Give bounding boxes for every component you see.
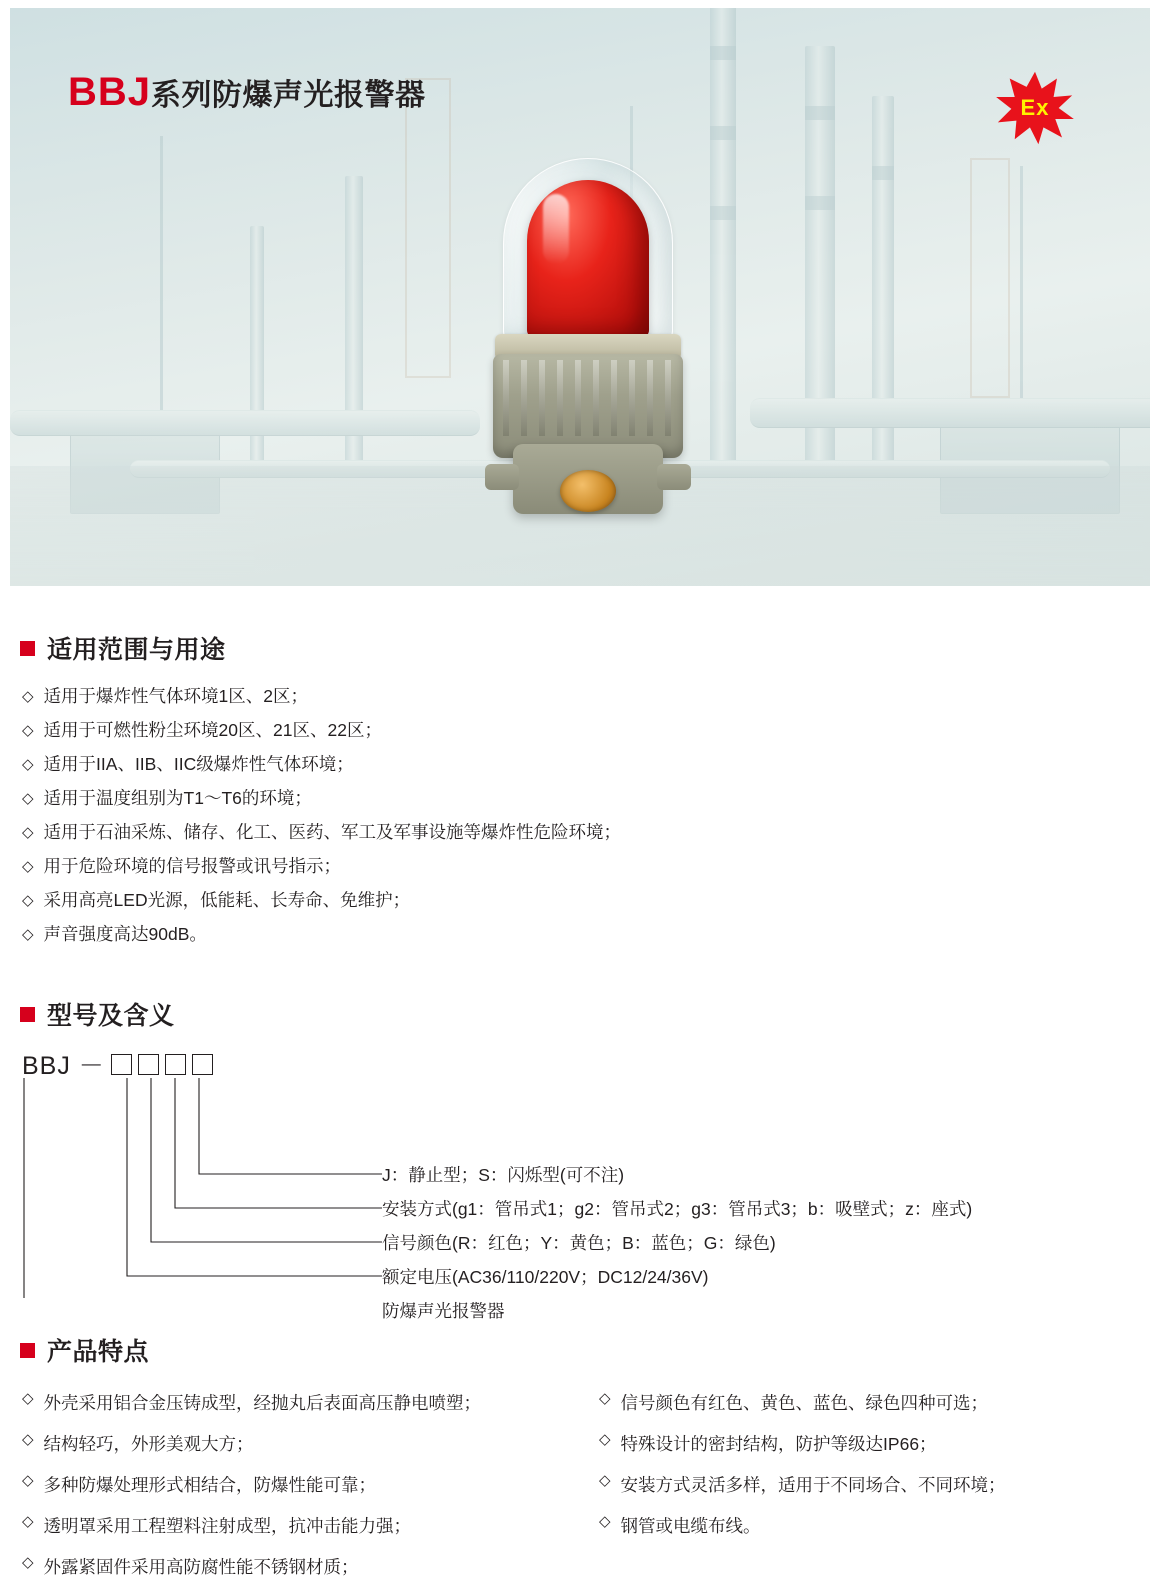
leader-lines: [10, 1078, 390, 1298]
list-item-text: 特殊设计的密封结构，防护等级达IP66；: [620, 1434, 937, 1454]
list-item: [22, 1423, 573, 1464]
lamp-sounder-grille: [560, 470, 616, 512]
list-item-text: 结构轻巧，外形美观大方；: [43, 1434, 254, 1454]
model-code-row: [22, 1046, 1150, 1082]
section-scope-heading-text: 适用范围与用途: [47, 636, 226, 664]
list-item: [22, 748, 1150, 782]
diamond-bullet-icon: ◇: [22, 926, 34, 943]
list-item: [22, 1464, 573, 1505]
section-model: [10, 996, 1150, 1321]
model-label: 额定电压(AC36/110/220V；DC12/24/36V): [382, 1267, 709, 1287]
list-item-text: 适用于温度组别为T1～T6的环境；: [43, 788, 312, 808]
features-list-right: [589, 1382, 1150, 1587]
diamond-bullet-icon: ◇: [22, 790, 34, 807]
diamond-bullet-icon: ◇: [22, 1513, 34, 1530]
page-title: [68, 70, 426, 115]
section-features-heading-text: 产品特点: [47, 1338, 150, 1366]
section-model-title: [20, 996, 1150, 1032]
list-item-text: 安装方式灵活多样，适用于不同场合、不同环境；: [620, 1475, 1006, 1495]
diamond-bullet-icon: ◇: [22, 756, 34, 773]
lamp-housing: [493, 354, 683, 458]
diamond-bullet-icon: ◇: [22, 1472, 34, 1489]
diamond-bullet-icon: ◇: [22, 892, 34, 909]
list-item: [22, 816, 1150, 850]
title-brand: BBJ: [68, 70, 152, 114]
diamond-bullet-icon: ◇: [599, 1390, 611, 1407]
section-scope: [10, 630, 1150, 952]
section-model-heading-text: 型号及含义: [47, 1002, 175, 1030]
list-item: [22, 1382, 573, 1423]
list-item: [599, 1505, 1150, 1546]
product-image-alarm-lamp: [465, 158, 710, 528]
square-bullet-icon: [20, 1343, 35, 1358]
list-item: [599, 1464, 1150, 1505]
ex-certification-icon: [992, 70, 1078, 146]
model-code-prefix: BBJ －: [22, 1052, 105, 1080]
square-bullet-icon: [20, 641, 35, 656]
list-item-text: 声音强度高达90dB。: [43, 924, 207, 944]
section-features-title: [20, 1332, 1150, 1368]
list-item: [22, 782, 1150, 816]
diamond-bullet-icon: ◇: [22, 1431, 34, 1448]
list-item-text: 用于危险环境的信号报警或讯号指示；: [43, 856, 342, 876]
diamond-bullet-icon: ◇: [22, 1554, 34, 1571]
diamond-bullet-icon: ◇: [599, 1513, 611, 1530]
lamp-red-lens: [527, 180, 649, 338]
model-label: 防爆声光报警器: [382, 1301, 505, 1321]
list-item: [22, 714, 1150, 748]
list-item-text: 适用于石油采炼、储存、化工、医药、军工及军事设施等爆炸性危险环境；: [43, 822, 622, 842]
features-list-left: [22, 1382, 573, 1587]
model-label: 安装方式(g1：管吊式1；g2：管吊式2；g3：管吊式3；b：吸壁式；z：座式): [382, 1199, 973, 1219]
list-item-text: 适用于IIA、IIB、IIC级爆炸性气体环境；: [43, 754, 354, 774]
list-item-text: 外露紧固件采用高防腐性能不锈钢材质；: [43, 1557, 359, 1577]
list-item: [22, 884, 1150, 918]
section-scope-title: [20, 630, 1150, 666]
section-features: [10, 1332, 1150, 1587]
model-label: J：静止型；S：闪烁型(可不注): [382, 1165, 625, 1185]
list-item-text: 外壳采用铝合金压铸成型，经抛丸后表面高压静电喷塑；: [43, 1393, 482, 1413]
scope-list: [10, 680, 1150, 952]
ex-label: Ex: [1020, 95, 1050, 120]
list-item-text: 适用于爆炸性气体环境1区、2区；: [43, 686, 309, 706]
model-label: 信号颜色(R：红色；Y：黄色；B：蓝色；G：绿色): [382, 1233, 776, 1253]
model-code-box-3: [165, 1054, 186, 1075]
model-label-list: [382, 1158, 972, 1328]
list-item: [22, 680, 1150, 714]
list-item-text: 采用高亮LED光源，低能耗、长寿命、免维护；: [43, 890, 411, 910]
list-item: [22, 1546, 573, 1587]
model-code-box-4: [192, 1054, 213, 1075]
list-item: [22, 1505, 573, 1546]
list-item: [22, 918, 1150, 952]
diamond-bullet-icon: ◇: [599, 1431, 611, 1448]
model-designation-diagram: [10, 1046, 1150, 1321]
diamond-bullet-icon: ◇: [599, 1472, 611, 1489]
diamond-bullet-icon: ◇: [22, 858, 34, 875]
model-code-box-1: [111, 1054, 132, 1075]
diamond-bullet-icon: ◇: [22, 722, 34, 739]
title-subject: 系列防爆声光报警器: [151, 79, 426, 112]
list-item-text: 多种防爆处理形式相结合，防爆性能可靠；: [43, 1475, 377, 1495]
list-item-text: 透明罩采用工程塑料注射成型，抗冲击能力强；: [43, 1516, 412, 1536]
list-item-text: 适用于可燃性粉尘环境20区、21区、22区；: [43, 720, 382, 740]
diamond-bullet-icon: ◇: [22, 688, 34, 705]
list-item-text: 信号颜色有红色、黄色、蓝色、绿色四种可选；: [620, 1393, 989, 1413]
model-code-box-2: [138, 1054, 159, 1075]
diamond-bullet-icon: ◇: [22, 1390, 34, 1407]
list-item: [599, 1382, 1150, 1423]
diamond-bullet-icon: ◇: [22, 824, 34, 841]
square-bullet-icon: [20, 1007, 35, 1022]
list-item: [22, 850, 1150, 884]
list-item: [599, 1423, 1150, 1464]
hero-banner: [10, 8, 1150, 586]
list-item-text: 钢管或电缆布线。: [620, 1516, 761, 1536]
features-columns: [10, 1382, 1150, 1587]
